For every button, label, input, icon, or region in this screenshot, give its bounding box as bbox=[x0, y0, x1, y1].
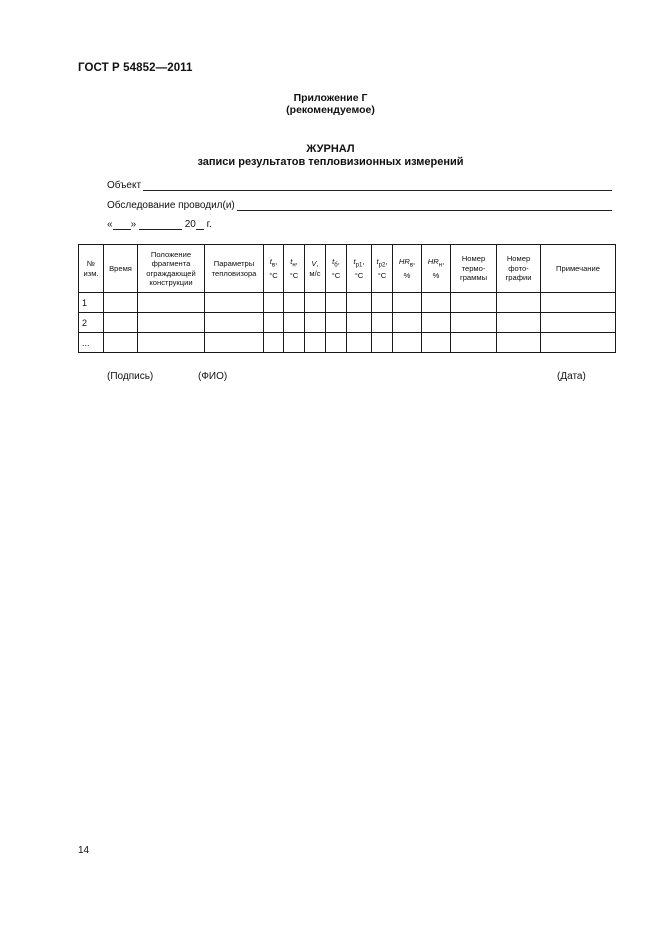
column-symbol: t bbox=[290, 256, 293, 266]
column-header bbox=[347, 245, 372, 293]
table-cell bbox=[422, 313, 451, 333]
table-cell bbox=[205, 313, 264, 333]
appendix-title: Приложение Г bbox=[293, 92, 368, 104]
table-cell bbox=[305, 333, 326, 353]
column-header bbox=[451, 245, 497, 293]
table-cell bbox=[138, 313, 205, 333]
date-quote-close: » bbox=[130, 219, 137, 230]
column-unit: , °С bbox=[289, 256, 299, 280]
column-header bbox=[497, 245, 541, 293]
column-unit: , °С bbox=[269, 256, 278, 280]
table-cell bbox=[138, 333, 205, 353]
column-label: Параметры тепловизора bbox=[211, 259, 257, 278]
journal-heading bbox=[0, 143, 661, 169]
column-unit: , °С bbox=[377, 256, 388, 280]
column-unit: , °С bbox=[331, 256, 341, 280]
table-cell bbox=[326, 313, 347, 333]
column-header bbox=[393, 245, 422, 293]
column-label: № bbox=[86, 259, 96, 268]
table-cell bbox=[264, 313, 284, 333]
signature-label: (Подпись) bbox=[107, 371, 154, 382]
column-header bbox=[422, 245, 451, 293]
date-quote-open: « bbox=[107, 219, 113, 230]
table-cell bbox=[372, 293, 393, 313]
table-cell bbox=[422, 293, 451, 313]
table-cell bbox=[541, 293, 616, 313]
column-header bbox=[372, 245, 393, 293]
table-cell bbox=[264, 293, 284, 313]
table-cell bbox=[393, 313, 422, 333]
column-label: Примечание bbox=[556, 263, 600, 273]
table-cell bbox=[372, 333, 393, 353]
table-cell bbox=[326, 333, 347, 353]
table-cell bbox=[541, 313, 616, 333]
table-cell bbox=[284, 313, 305, 333]
table-cell bbox=[347, 313, 372, 333]
table-cell bbox=[393, 333, 422, 353]
table-cell bbox=[104, 313, 138, 333]
column-header bbox=[104, 245, 138, 293]
date-suffix: г. bbox=[206, 219, 212, 230]
appendix-heading bbox=[0, 92, 661, 116]
column-subscript: р1 bbox=[355, 262, 363, 269]
date-year: 20 bbox=[184, 219, 196, 230]
table-cell bbox=[541, 333, 616, 353]
table-cell bbox=[451, 293, 497, 313]
day-line bbox=[113, 219, 131, 230]
inspector-label: Обследование проводил(и) bbox=[107, 200, 235, 211]
column-header bbox=[79, 245, 104, 293]
column-header bbox=[326, 245, 347, 293]
table-cell bbox=[422, 333, 451, 353]
document-header: ГОСТ Р 54852—2011 bbox=[78, 62, 193, 74]
column-unit: , м/с bbox=[309, 259, 321, 278]
column-symbol: t bbox=[353, 256, 356, 266]
table-row bbox=[79, 313, 616, 333]
table-cell bbox=[497, 313, 541, 333]
column-symbol: V bbox=[311, 259, 317, 268]
column-label-2: изм. bbox=[83, 268, 99, 278]
table-cell bbox=[347, 333, 372, 353]
page-number: 14 bbox=[78, 845, 90, 856]
name-label: (ФИО) bbox=[198, 371, 228, 382]
column-symbol: t bbox=[376, 256, 379, 266]
table-row bbox=[79, 333, 616, 353]
column-subscript: н bbox=[292, 262, 296, 269]
row-number: 2 bbox=[79, 313, 104, 333]
column-header bbox=[264, 245, 284, 293]
table-cell bbox=[104, 293, 138, 313]
table-cell bbox=[205, 333, 264, 353]
journal-subtitle: записи результатов тепловизионных измерений bbox=[197, 156, 464, 168]
column-label: Номер термо-граммы bbox=[459, 254, 488, 283]
column-unit: , °С bbox=[354, 256, 365, 280]
table-cell bbox=[451, 333, 497, 353]
column-label: Время bbox=[109, 263, 132, 273]
table-cell bbox=[326, 293, 347, 313]
column-subscript: н bbox=[438, 262, 443, 269]
column-subscript: б bbox=[334, 262, 338, 269]
column-unit: , % bbox=[432, 256, 445, 280]
column-label: Номер фото-графии bbox=[505, 254, 532, 283]
table-cell bbox=[138, 293, 205, 313]
inspector-field bbox=[107, 200, 612, 211]
column-header bbox=[205, 245, 264, 293]
table-cell bbox=[347, 293, 372, 313]
table-cell bbox=[393, 293, 422, 313]
row-number: ... bbox=[79, 333, 104, 353]
table-cell bbox=[205, 293, 264, 313]
column-header bbox=[541, 245, 616, 293]
object-label: Объект bbox=[107, 180, 142, 191]
table-cell bbox=[372, 313, 393, 333]
object-field bbox=[107, 180, 612, 191]
row-number: 1 bbox=[79, 293, 104, 313]
column-subscript: в bbox=[271, 262, 276, 269]
table-cell bbox=[497, 293, 541, 313]
table-cell bbox=[264, 333, 284, 353]
table-cell bbox=[305, 293, 326, 313]
column-symbol: t bbox=[269, 256, 272, 266]
inspector-line bbox=[237, 200, 612, 211]
object-line bbox=[143, 180, 612, 191]
table-cell bbox=[497, 333, 541, 353]
table-cell bbox=[305, 313, 326, 333]
table-header-row bbox=[79, 245, 616, 293]
column-label: Положение фрагмента ограждающей конструкции bbox=[146, 249, 196, 287]
journal-title: ЖУРНАЛ bbox=[306, 143, 355, 155]
table-cell bbox=[284, 293, 305, 313]
measurement-table bbox=[78, 244, 616, 353]
column-symbol: HR bbox=[398, 256, 410, 266]
column-header bbox=[284, 245, 305, 293]
appendix-subtitle: (рекомендуемое) bbox=[286, 104, 375, 116]
column-symbol: t bbox=[332, 256, 335, 266]
column-subscript: в bbox=[409, 262, 414, 269]
column-header bbox=[138, 245, 205, 293]
table-row bbox=[79, 293, 616, 313]
month-line bbox=[139, 219, 182, 230]
column-symbol: HR bbox=[427, 256, 439, 266]
date-label: (Дата) bbox=[557, 371, 586, 382]
column-subscript: р2 bbox=[378, 262, 386, 269]
column-header bbox=[305, 245, 326, 293]
date-field bbox=[107, 219, 212, 230]
table-cell bbox=[104, 333, 138, 353]
column-unit: , % bbox=[403, 256, 416, 280]
year-line bbox=[196, 219, 204, 230]
table-cell bbox=[451, 313, 497, 333]
table-cell bbox=[284, 333, 305, 353]
